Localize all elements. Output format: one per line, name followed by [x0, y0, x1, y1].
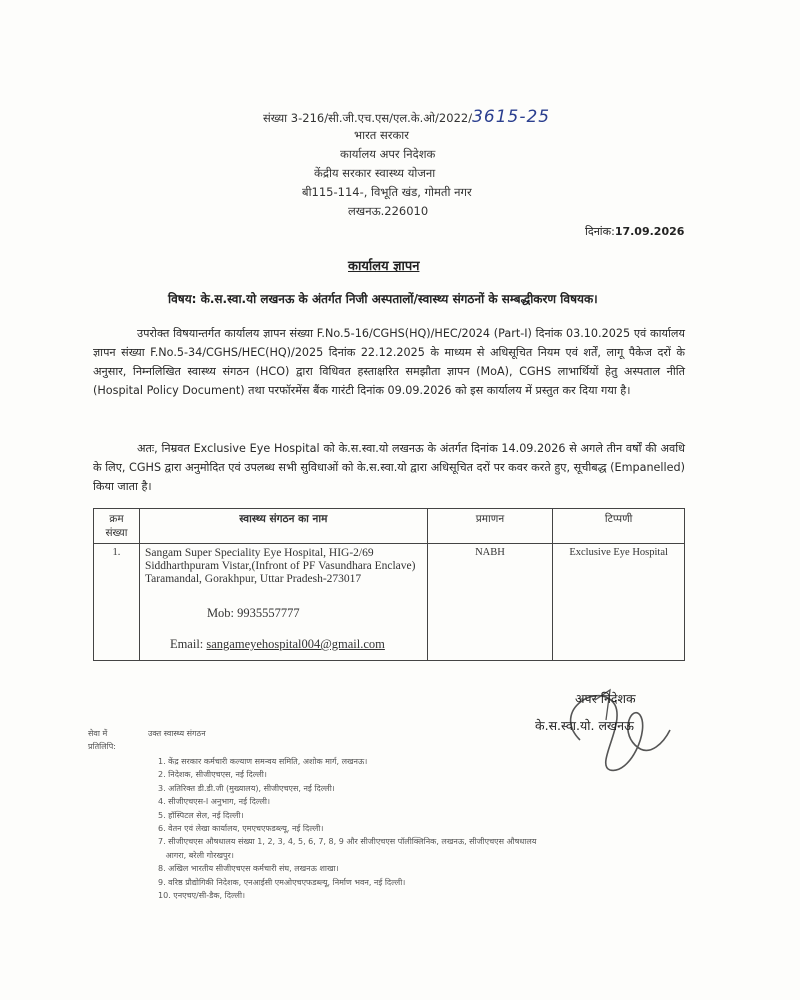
office-address: बी115-114-, विभूति खंड, गोमती नगर: [302, 185, 472, 199]
copy-list: [158, 755, 536, 902]
list-item: 2. निदेशक, सीजीएचएस, नई दिल्ली।: [158, 770, 267, 780]
mobile-label: Mob:: [206, 606, 235, 620]
memo-title: कार्यालय ज्ञापन: [348, 259, 420, 274]
letterhead: [302, 126, 472, 221]
office-city: लखनऊ.226010: [348, 204, 429, 218]
row-hco-details: [139, 544, 427, 661]
govt-of-india: भारत सरकार: [354, 128, 409, 142]
list-item: 3. अतिरिक्त डी.डी.जी (मुख्यालय), सीजीएचएस, नई दिल्ली।: [158, 783, 335, 793]
signatory-block: [535, 690, 636, 734]
date-value: 17.09.2026: [614, 225, 685, 238]
reference-number: संख्या 3-216/सी.जी.एच.एस/एल.के.ओ/2022/: [263, 111, 473, 125]
hco-email: [145, 637, 422, 652]
office-name: कार्यालय अपर निदेशक: [340, 147, 436, 161]
row-certification: NABH: [427, 544, 553, 661]
row-serial: 1.: [94, 544, 140, 661]
header-hco-name: स्वास्थ्य संगठन का नाम: [139, 509, 427, 544]
date-label: दिनांक:: [585, 225, 615, 238]
table-row: [94, 544, 685, 661]
hco-address-line3: Taramandal, Gorakhpur, Uttar Pradesh-273017: [144, 573, 362, 585]
table-header-row: [94, 509, 685, 544]
header-certification: प्रमाणन: [427, 509, 553, 544]
hco-address-line2: Siddharthpuram Vistar,(Infront of PF Vasundhara Enclave): [144, 560, 416, 572]
to-label: सेवा में: [88, 729, 108, 738]
reference-line: [263, 108, 550, 128]
signatory-designation: अपर निदेशक: [575, 691, 636, 706]
list-item: 6. वेतन एवं लेखा कार्यालय, एमएचएफडब्ल्यू, नई दिल्ली।: [158, 824, 324, 834]
header-remarks: टिप्पणी: [553, 509, 685, 544]
email-address[interactable]: sangameyehospital004@gmail.com: [206, 637, 385, 651]
scheme-name: केंद्रीय सरकार स्वास्थ्य योजना: [314, 166, 436, 180]
hco-mobile: [145, 606, 422, 621]
handwritten-dispatch-number: 3615-25: [472, 107, 551, 127]
row-remarks: Exclusive Eye Hospital: [553, 544, 685, 661]
list-item: 8. अखिल भारतीय सीजीएचएस कर्मचारी संघ, लखनऊ शाखा।: [158, 864, 339, 874]
list-item: आगरा, बरेली गोरखपुर।: [158, 850, 234, 860]
signatory-office: के.स.स्वा.यो. लखनऊ: [535, 718, 634, 733]
header-serial: क्रम संख्या: [94, 509, 140, 544]
list-item: 1. केंद्र सरकार कर्मचारी कल्याण समन्वय समिति, अशोक मार्ग, लखनऊ।: [158, 757, 368, 766]
hospital-table: [93, 508, 685, 661]
list-item: 10. एनएचए/सी-डैक, दिल्ली।: [158, 891, 246, 901]
copy-label: प्रतिलिपि:: [88, 742, 116, 752]
paragraph-background: उपरोक्त विषयान्तर्गत कार्यालय ज्ञापन संख्या F.No.5-16/CGHS(HQ)/HEC/2024 (Part-I) दिनांक 03.10.2025 एवं कार्यालय ज्ञापन संख्या F.No.5-34/CGHS/HEC(HQ)/2025 दिनांक 22.12.2025 के माध्यम से अधिसूचित नियम एवं शर्तें, लागू पैकेज दरों के अनुसार, निम्नलिखित स्वास्थ्य संगठन (HCO) द्वारा विधिवत हस्ताक्षरित समझौता ज्ञापन (MoA), CGHS लाभार्थियों हेतु अस्पताल नीति (Hospital Policy Document) तथा परफॉरमेंस बैंक गारंटी दिनांक 09.09.2026 को इस कार्यालय में प्रस्तुत कर दिया गया है।: [93, 327, 685, 397]
hco-address-line1: Sangam Super Speciality Eye Hospital, HIG-2/69: [144, 547, 374, 559]
email-label: Email:: [169, 637, 204, 651]
list-item: 9. वरिष्ठ प्रौद्योगिकी निदेशक, एनआईसी एमओएचएफडब्ल्यू, निर्माण भवन, नई दिल्ली।: [158, 877, 406, 887]
distribution-labels: [88, 727, 116, 754]
memo-date: [585, 224, 684, 239]
mobile-number: 9935557777: [237, 606, 300, 620]
list-item: 7. सीजीएचएस औषधालय संख्या 1, 2, 3, 4, 5, 6, 7, 8, 9 और सीजीएचएस पॉलीक्लिनिक, लखनऊ, सीजीएचएस औषधालय: [158, 837, 537, 847]
list-item: 5. हॉस्पिटल सेल, नई दिल्ली।: [158, 810, 244, 820]
paragraph-empanelment: अतः, निम्रवत Exclusive Eye Hospital को के.स.स्वा.यो लखनऊ के अंतर्गत दिनांक 14.09.2026 से अगले तीन वर्षों की अवधि के लिए, CGHS द्वारा अनुमोदित एवं उपलब्ध सभी सुविधाओं को के.स.स्वा.यो द्वारा अधिसूचित दरों पर कवर करते हुए, सूचीबद्ध (Empanelled) किया जाता है।: [93, 442, 685, 493]
distribution-to: उक्त स्वास्थ्य संगठन: [148, 729, 206, 738]
memo-subject: विषय: के.स.स्वा.यो लखनऊ के अंतर्गत निजी अस्पतालों/स्वास्थ्य संगठनों के सम्बद्धीकरण विषयक।: [168, 292, 598, 306]
list-item: 4. सीजीएचएस-I अनुभाग, नई दिल्ली।: [158, 797, 270, 807]
